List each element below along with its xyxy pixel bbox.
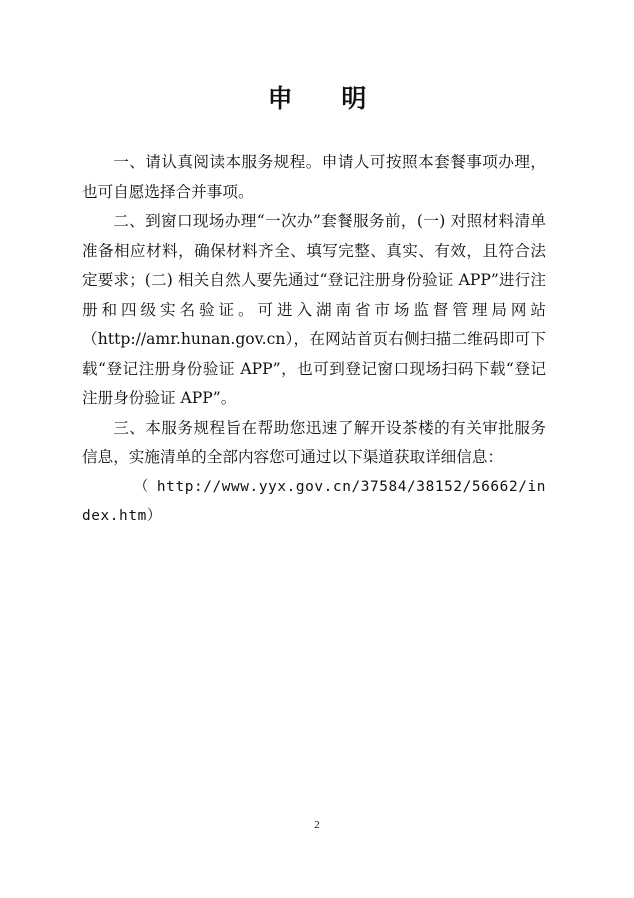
page-number: 2 (314, 819, 320, 831)
paragraph-3: 三、本服务规程旨在帮助您迅速了解开设茶楼的有关审批服务信息，实施清单的全部内容您可通过以下渠道获取详细信息： (82, 418, 546, 466)
info-url: （http://www.yyx.gov.cn/37584/38152/56662/index.htm） (82, 478, 546, 524)
paragraph-1: 一、请认真阅读本服务规程。申请人可按照本套餐事项办理，也可自愿选择合并事项。 (82, 153, 546, 201)
document-body (82, 148, 546, 532)
paragraph-2: 二、到窗口现场办理“一次办”套餐服务前，(一) 对照材料清单准备相应材料，确保材料齐全、填写完整、真实、有效，且符合法定要求；(二) 相关自然人要先通过“登记注册身份验证 APP”进行注册和四级实名验证。可进入湖南省市场监督管理局网站（http://amr.hunan.gov.cn），在网站首页右侧扫描二维码即可下载“登记注册身份验证 APP”，也可到登记窗口现场扫码下载“登记注册身份验证 APP”。 (82, 212, 546, 407)
page-title: 申 明 (267, 84, 387, 113)
